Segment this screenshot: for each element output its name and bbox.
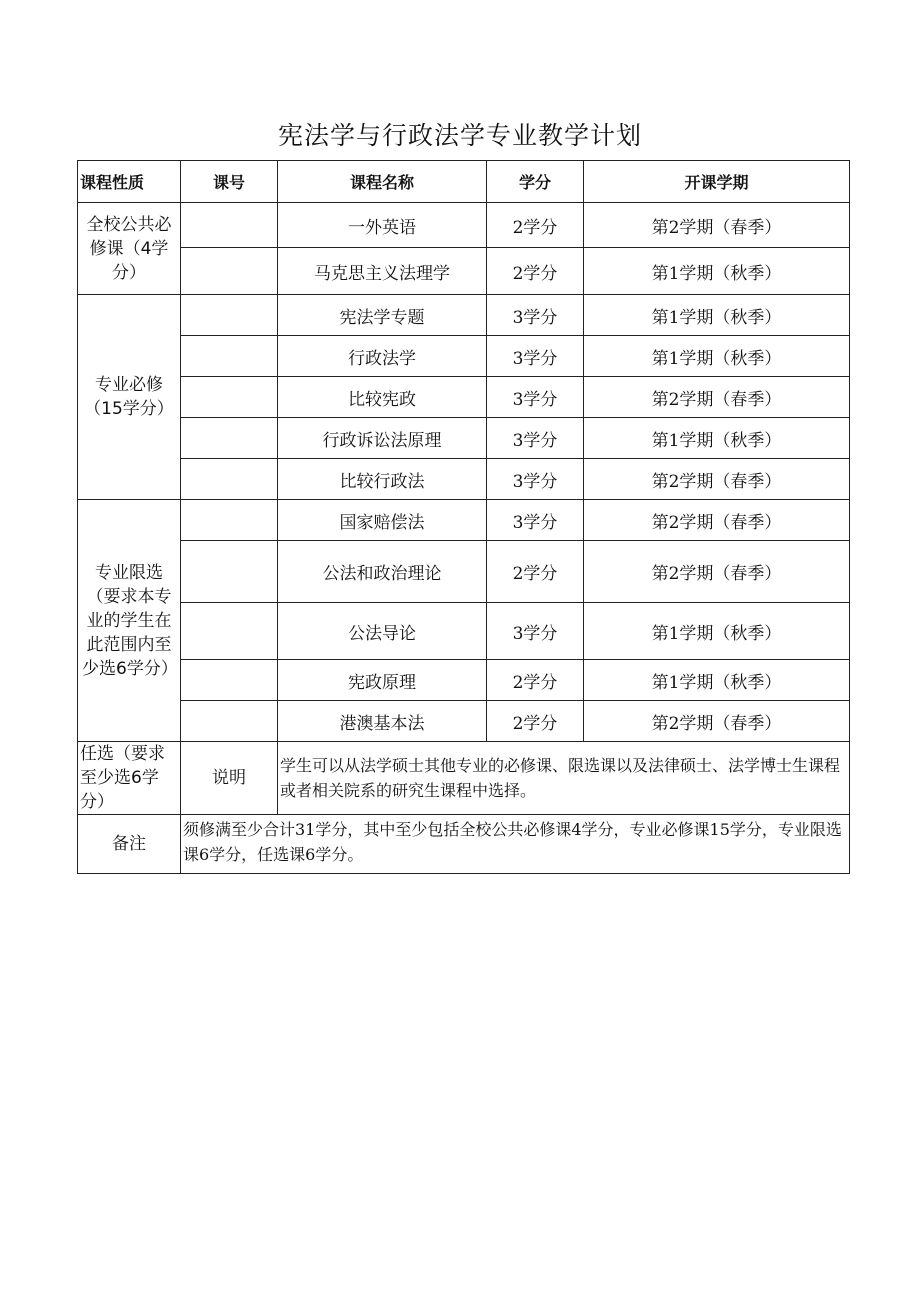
course-credit: 2学分 bbox=[487, 660, 584, 701]
course-code bbox=[181, 603, 278, 660]
course-name: 公法和政治理论 bbox=[278, 541, 487, 603]
course-name: 国家赔偿法 bbox=[278, 500, 487, 541]
header-row bbox=[78, 161, 850, 203]
course-credit: 2学分 bbox=[487, 203, 584, 248]
course-term: 第1学期（秋季） bbox=[584, 418, 850, 459]
page-title: 宪法学与行政法学专业教学计划 bbox=[277, 121, 642, 150]
course-term: 第2学期（春季） bbox=[584, 500, 850, 541]
header-credit: 学分 bbox=[487, 161, 584, 203]
course-credit: 3学分 bbox=[487, 377, 584, 418]
course-term: 第2学期（春季） bbox=[584, 541, 850, 603]
course-code bbox=[181, 500, 278, 541]
course-term: 第1学期（秋季） bbox=[584, 660, 850, 701]
teaching-plan-table bbox=[77, 160, 850, 874]
course-credit: 3学分 bbox=[487, 603, 584, 660]
course-credit: 2学分 bbox=[487, 541, 584, 603]
course-name: 比较宪政 bbox=[278, 377, 487, 418]
header-course-type: 课程性质 bbox=[78, 161, 181, 203]
course-term: 第1学期（秋季） bbox=[584, 248, 850, 295]
remarks-label: 备注 bbox=[78, 815, 181, 874]
course-name: 港澳基本法 bbox=[278, 701, 487, 742]
table-row bbox=[78, 459, 850, 500]
course-code bbox=[181, 295, 278, 336]
course-code bbox=[181, 701, 278, 742]
course-credit: 3学分 bbox=[487, 459, 584, 500]
table-row bbox=[78, 418, 850, 459]
course-term: 第1学期（秋季） bbox=[584, 295, 850, 336]
table-row bbox=[78, 248, 850, 295]
course-code bbox=[181, 418, 278, 459]
course-credit: 2学分 bbox=[487, 701, 584, 742]
explain-label: 说明 bbox=[181, 742, 278, 815]
category-required: 专业必修（15学分） bbox=[78, 295, 181, 500]
course-term: 第2学期（春季） bbox=[584, 377, 850, 418]
course-term: 第2学期（春季） bbox=[584, 701, 850, 742]
course-term: 第1学期（秋季） bbox=[584, 336, 850, 377]
course-term: 第2学期（春季） bbox=[584, 459, 850, 500]
course-credit: 2学分 bbox=[487, 248, 584, 295]
course-credit: 3学分 bbox=[487, 336, 584, 377]
explain-text: 学生可以从法学硕士其他专业的必修课、限选课以及法律硕士、法学博士生课程或者相关院系的研究生课程中选择。 bbox=[278, 742, 850, 815]
table-row bbox=[78, 701, 850, 742]
course-name: 比较行政法 bbox=[278, 459, 487, 500]
course-name: 公法导论 bbox=[278, 603, 487, 660]
course-name: 一外英语 bbox=[278, 203, 487, 248]
header-term: 开课学期 bbox=[584, 161, 850, 203]
course-code bbox=[181, 459, 278, 500]
table-row bbox=[78, 336, 850, 377]
table-row bbox=[78, 500, 850, 541]
remarks-text: 须修满至少合计31学分，其中至少包括全校公共必修课4学分，专业必修课15学分，专业限选课6学分，任选课6学分。 bbox=[181, 815, 850, 874]
course-code bbox=[181, 248, 278, 295]
remarks-row bbox=[78, 815, 850, 874]
table-row bbox=[78, 377, 850, 418]
course-name: 马克思主义法理学 bbox=[278, 248, 487, 295]
table-row bbox=[78, 541, 850, 603]
course-credit: 3学分 bbox=[487, 295, 584, 336]
table-row bbox=[78, 203, 850, 248]
header-course-name: 课程名称 bbox=[278, 161, 487, 203]
course-term: 第2学期（春季） bbox=[584, 203, 850, 248]
course-term: 第1学期（秋季） bbox=[584, 603, 850, 660]
course-code bbox=[181, 336, 278, 377]
table-row bbox=[78, 603, 850, 660]
course-credit: 3学分 bbox=[487, 418, 584, 459]
category-limited: 专业限选（要求本专业的学生在此范围内至少选6学分） bbox=[78, 500, 181, 742]
course-code bbox=[181, 660, 278, 701]
course-name: 宪政原理 bbox=[278, 660, 487, 701]
course-name: 宪法学专题 bbox=[278, 295, 487, 336]
category-elective: 任选（要求至少选6学分） bbox=[78, 742, 181, 815]
course-name: 行政诉讼法原理 bbox=[278, 418, 487, 459]
course-credit: 3学分 bbox=[487, 500, 584, 541]
table-row bbox=[78, 660, 850, 701]
elective-row bbox=[78, 742, 850, 815]
category-public: 全校公共必修课（4学分） bbox=[78, 203, 181, 295]
course-name: 行政法学 bbox=[278, 336, 487, 377]
header-course-code: 课号 bbox=[181, 161, 278, 203]
course-code bbox=[181, 203, 278, 248]
course-code bbox=[181, 541, 278, 603]
table-row bbox=[78, 295, 850, 336]
course-code bbox=[181, 377, 278, 418]
